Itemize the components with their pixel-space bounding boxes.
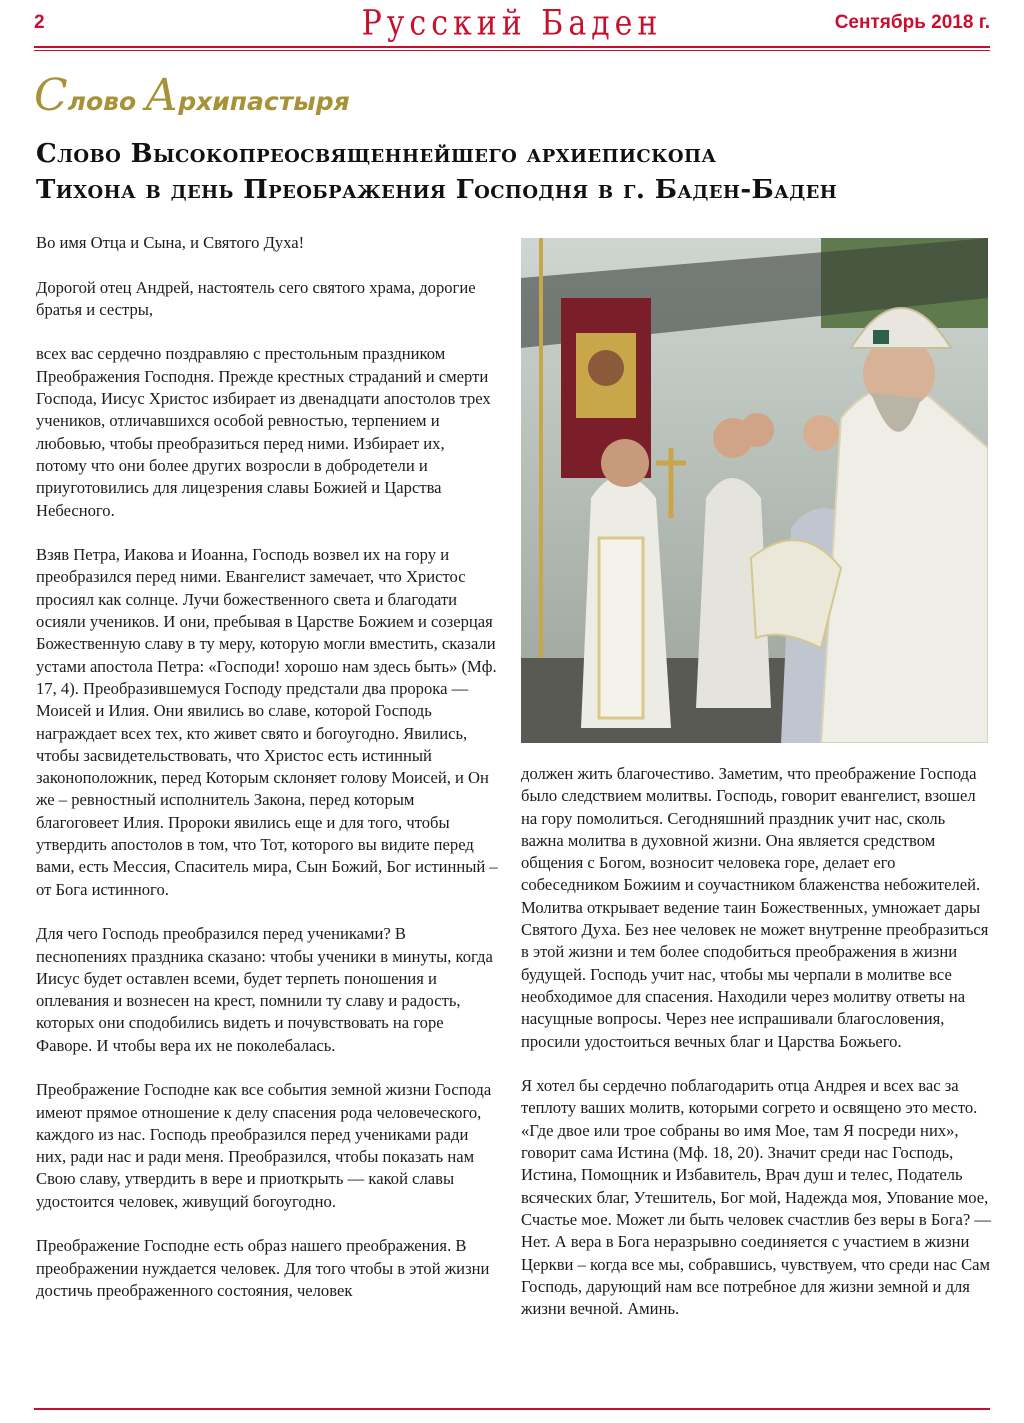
headline-line-1: Слово Высокопреосвященнейшего архиепископа xyxy=(36,139,717,169)
article-photo xyxy=(521,238,988,743)
paragraph: Я хотел бы сердечно поблагодарить отца Андрея и всех вас за теплоту ваших молитв, которыми согрето и освящено это место. «Где двое или трое собраны во имя Мое, там Я посреди них», говорит сама Истина (Мф. 18, 20). Значит среди нас Господь, Истина, Помощник и Избавитель, Врач душ и телес, Податель всяческих благ, Утешитель, Бог мой, Надежда моя, Упование мое, Счастье мое. Может ли быть человек счастлив без веры в Бога? — Нет. А вера в Бога неразрывно соединяется с участием в жизни Церкви – когда все мы, собравшись, чувствуем, что среди нас Сам Господь, дарующий нам все потребное для жизни земной и для жизни вечной. Аминь. xyxy=(521,1076,991,1319)
section-title-initial-1: С xyxy=(34,70,68,121)
photo-illustration xyxy=(521,238,988,743)
paragraph: Для чего Господь преобразился перед учениками? В песнопениях праздника сказано: чтобы ученики в минуты, когда Иисус будет оставлен всеми, будет терпеть поношения и оплевания и вознесен на крест, помнили ту славу и радость, которых они сподобились видеть и почувствовать на горе Фаворе. И чтобы вера их не поколебалась. xyxy=(36,924,493,1055)
issue-date: Сентябрь 2018 г. xyxy=(834,12,990,33)
footer-rule xyxy=(34,1408,990,1410)
paragraph: Во имя Отца и Сына, и Святого Духа! xyxy=(36,233,305,252)
section-title xyxy=(34,70,350,121)
paragraph: Взяв Петра, Иакова и Иоанна, Господь возвел их на гору и преобразился перед ними. Евангелист замечает, что Христос просиял как солнце. Лучи божественного света и благодати осияли учеников. И они, пребывая в Царстве Божием и созерцая Божественную славу в ту меру, которую могли вместить, сказали устами апостола Петра: «Господи! хорошо нам здесь быть» (Мф. 17, 4). Преобразившемуся Господу предстали два пророка — Моисей и Илия. Они явились во славе, которой Господь награждает всех тех, кто живет свято и богоугодно. Явились, чтобы засвидетельствовать, что Христос есть истинный законоположник, перед Которым склоняет голову Моисей, и Он же – ревностный исполнитель Закона, перед которым благоговеет Илия. Пророки явились еще и для того, чтобы утвердить апостолов в том, что Тот, которого вы видите перед вами, есть Мессия, Спаситель мира, Сын Божий, Бог истинный – от Бога истинного. xyxy=(36,545,498,899)
section-title-part-1: лово xyxy=(67,87,145,116)
header-rule-thin xyxy=(34,50,990,51)
masthead-logo: Русский Баден xyxy=(361,3,663,44)
article-column-right xyxy=(521,763,991,1343)
page-header xyxy=(0,0,1024,54)
paragraph: Преображение Господне есть образ нашего преображения. В преображении нуждается человек. Для того чтобы в этой жизни достичь преображенного состояния, человек xyxy=(36,1236,490,1300)
paragraph: Преображение Господне как все события земной жизни Господа имеют прямое отношение к делу спасения рода человеческого, каждого из нас. Господь преобразился перед учениками ради них, ради нас и ради меня. Преобразился, чтобы показать нам Свою славу, утвердить в вере и приоткрыть — какой славы удостоится человек, живущий богоугодно. xyxy=(36,1080,492,1211)
section-title-initial-2: А xyxy=(144,70,179,121)
section-title-part-2: рхипастыря xyxy=(178,87,350,116)
article-headline xyxy=(36,136,996,208)
article-column-left xyxy=(36,232,498,1325)
paragraph: Дорогой отец Андрей, настоятель сего святого храма, дорогие братья и сестры, xyxy=(36,277,476,319)
paragraph: должен жить благочестиво. Заметим, что преображение Господа было следствием молитвы. Господь, говорит евангелист, взошел на гору помолиться. Сегодняшний праздник учит нас, сколь важна молитва в духовной жизни. Она является средством общения с Богом, возносит человека горе, делает его собеседником Божиим и соучастником блаженства небожителей. Молитва открывает ведение таин Божественных, умножает дары Святого Духа. Без нее человек не может внутренне преобразиться в этой жизни и тем более сподобиться преображения в жизни будущей. Господь учит нас, чтобы мы черпали в молитве все необходимое для спасения. Находили через молитву ответы на насущные вопросы. Через нее испрашивали благословения, просили удостоиться вечных благ и Царства Божьего. xyxy=(521,764,989,1051)
headline-line-2: Тихона в день Преображения Господня в г. Баден-Баден xyxy=(36,175,838,205)
paragraph: всех вас сердечно поздравляю с престольным праздником Преображения Господня. Прежде крестных страданий и смерти Господа, Иисус Христос избирает из двенадцати апостолов трех учеников, отличавшихся особой ревностью, терпением и любовью, чтобы преобразиться перед ними. Избирает их, потому что они более других возросли в добродетели и приуготовились для лицезрения славы Божией и Царства Небесного. xyxy=(36,344,491,520)
page-number: 2 xyxy=(34,12,45,33)
header-rule xyxy=(34,46,990,48)
